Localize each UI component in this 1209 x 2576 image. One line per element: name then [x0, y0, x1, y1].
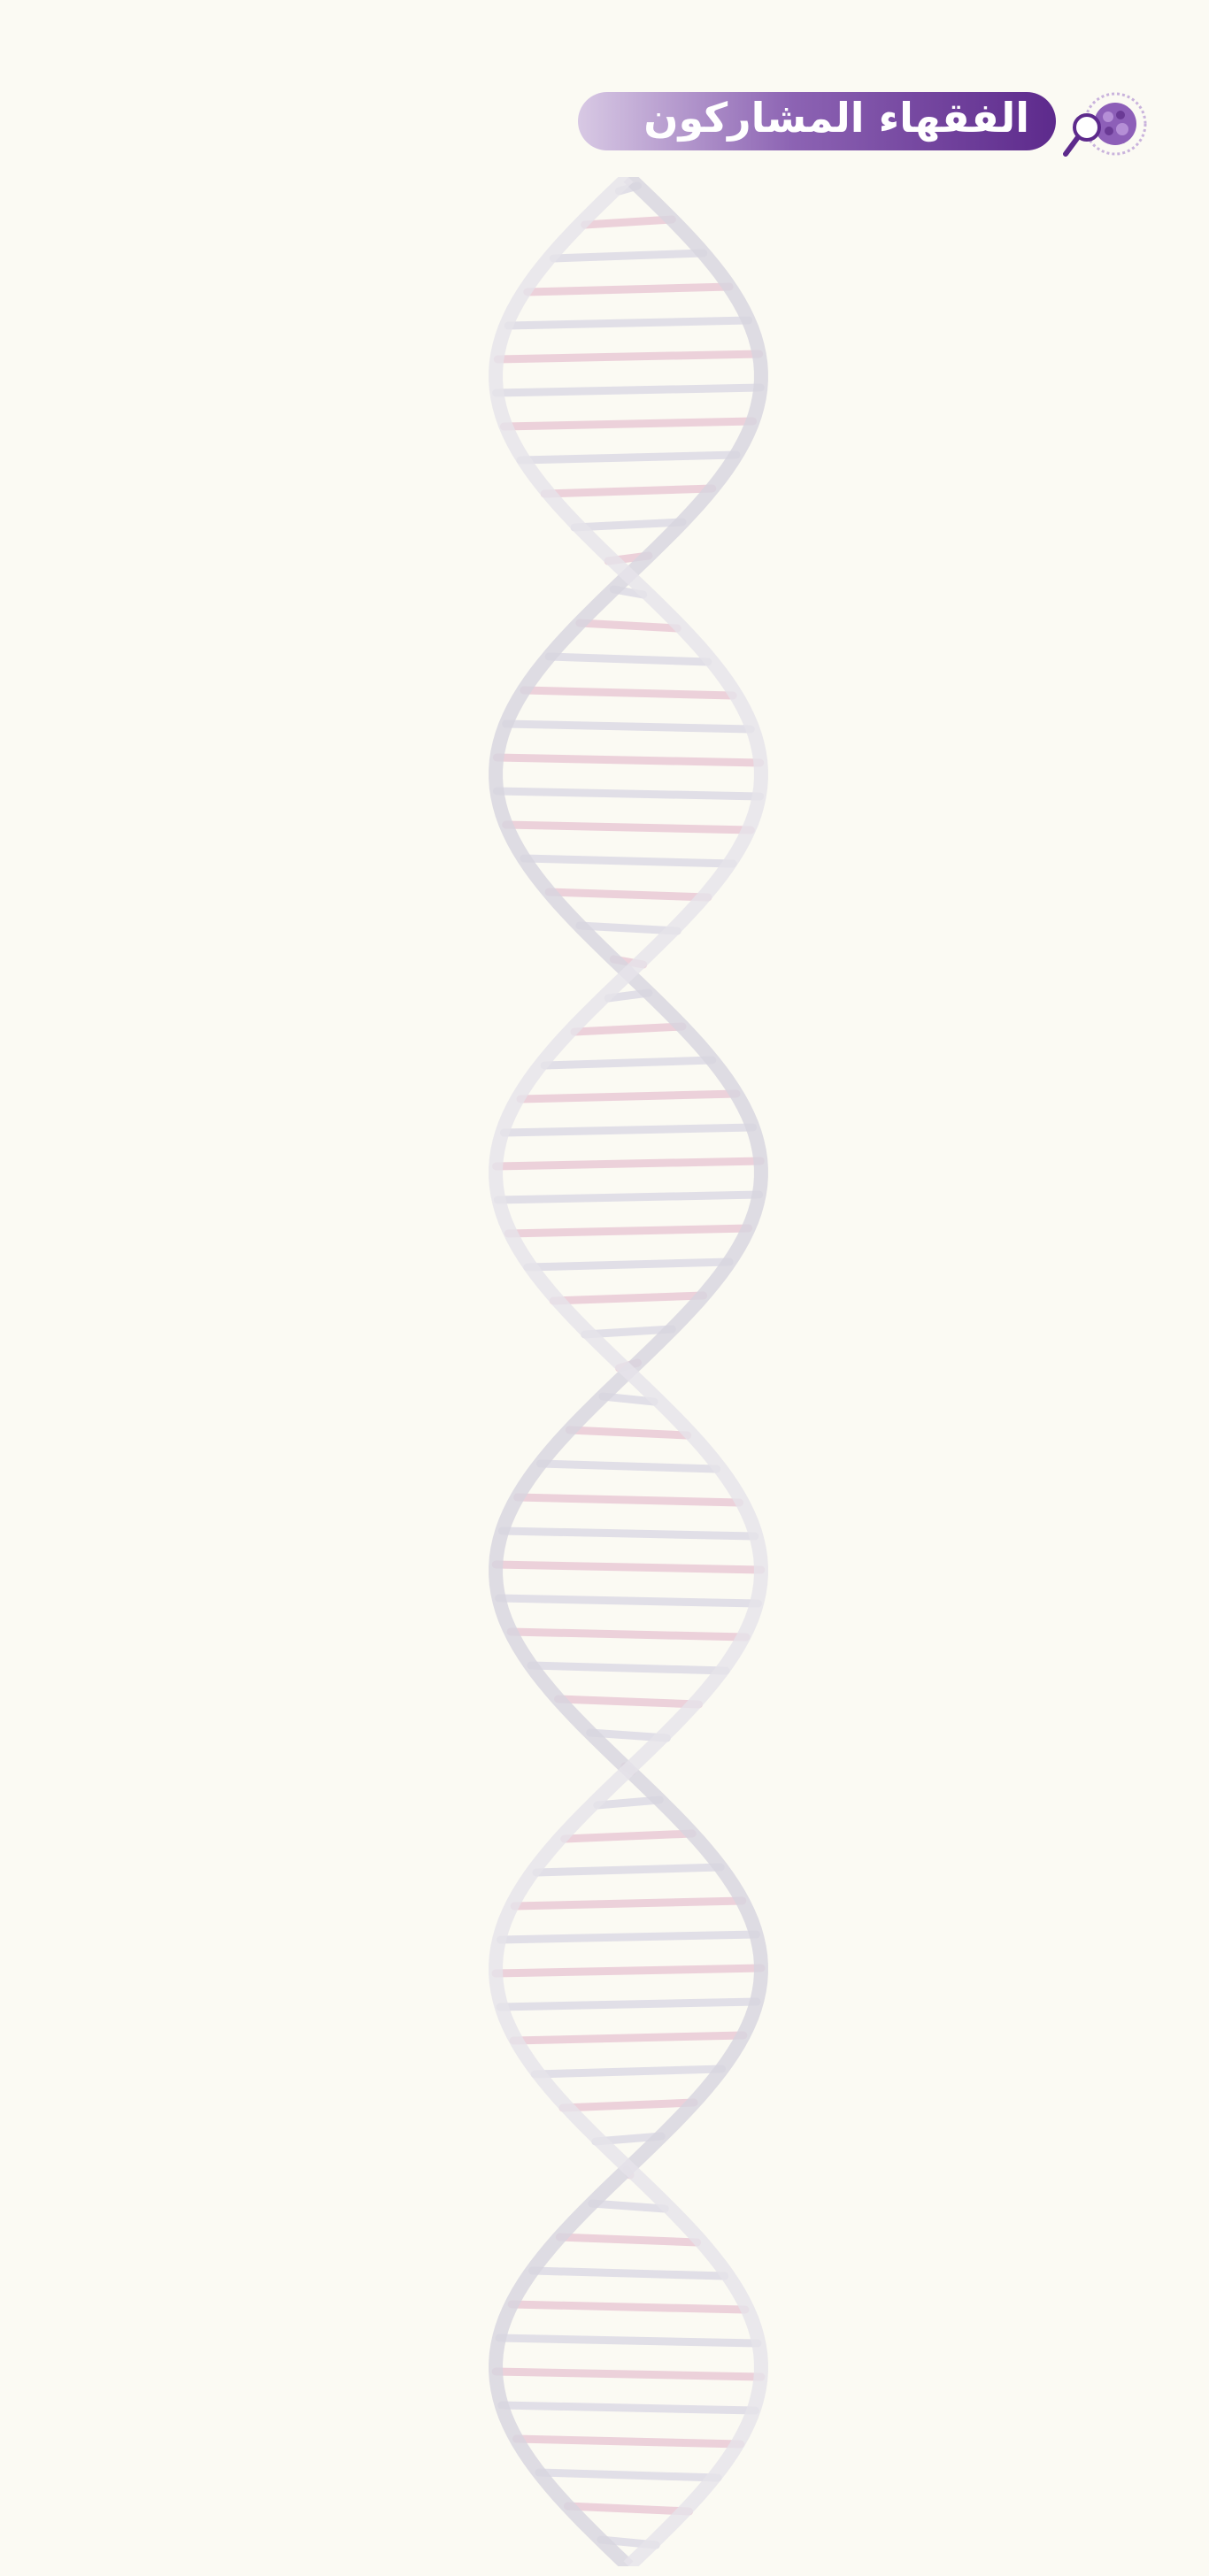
dna-helix-decoration	[443, 177, 814, 2566]
page-title: الفقهاء المشاركون	[643, 94, 1029, 142]
microscope-cell-logo-icon	[1060, 88, 1149, 165]
page-header	[574, 88, 1158, 165]
